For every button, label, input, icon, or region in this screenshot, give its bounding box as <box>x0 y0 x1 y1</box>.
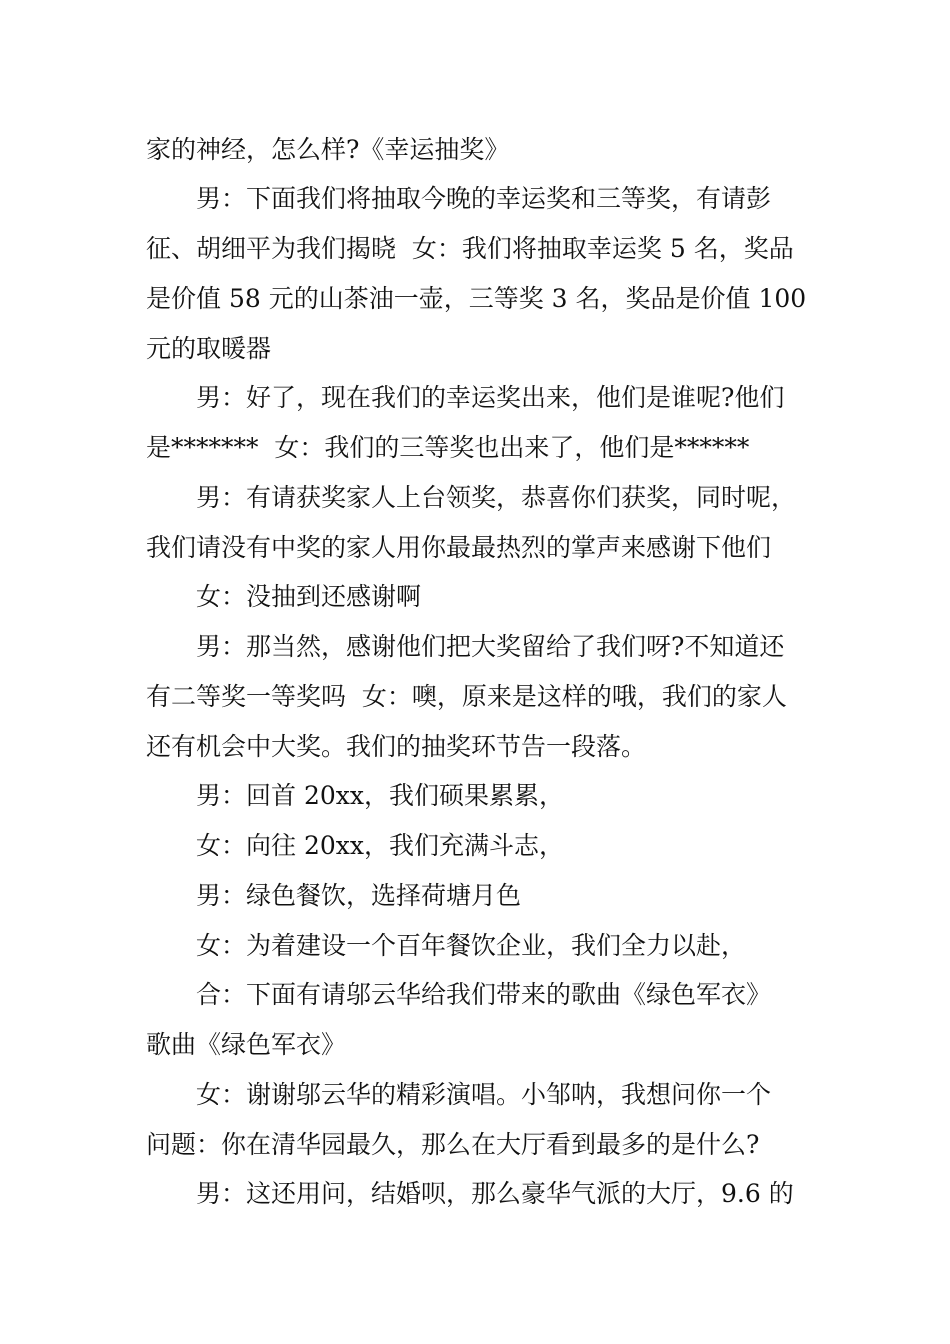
text-line: 男：好了，现在我们的幸运奖出来，他们是谁呢?他们 <box>146 383 785 412</box>
text-line: 还有机会中大奖。我们的抽奖环节告一段落。 <box>146 732 647 761</box>
text-line: 是******* 女：我们的三等奖也出来了，他们是****** <box>146 433 750 462</box>
text-line: 问题：你在清华园最久，那么在大厅看到最多的是什么? <box>146 1130 760 1159</box>
text-line: 女：向往 20xx，我们充满斗志， <box>146 831 564 860</box>
text-line: 我们请没有中奖的家人用你最最热烈的掌声来感谢下他们 <box>146 533 772 562</box>
text-line: 男：那当然，感谢他们把大奖留给了我们呀?不知道还 <box>146 632 785 661</box>
text-line: 有二等奖一等奖吗 女：噢，原来是这样的哦，我们的家人 <box>146 682 787 711</box>
text-line: 男：绿色餐饮，选择荷塘月色 <box>146 881 522 910</box>
text-line: 是价值 58 元的山茶油一壶，三等奖 3 名，奖品是价值 100 <box>146 284 807 313</box>
text-line: 女：没抽到还感谢啊 <box>146 582 422 611</box>
text-line: 歌曲《绿色军衣》 <box>146 1030 347 1059</box>
text-line: 男：回首 20xx，我们硕果累累， <box>146 781 564 810</box>
text-line: 男：这还用问，结婚呗，那么豪华气派的大厅，9.6 的 <box>146 1179 794 1208</box>
text-line: 男：有请获奖家人上台领奖，恭喜你们获奖，同时呢， <box>146 483 797 512</box>
text-line: 合：下面有请邬云华给我们带来的歌曲《绿色军衣》 <box>146 980 772 1009</box>
text-line: 女：谢谢邬云华的精彩演唱。小邹呐，我想问你一个 <box>146 1080 772 1109</box>
text-line: 元的取暖器 <box>146 334 272 363</box>
text-line: 征、胡细平为我们揭晓 女：我们将抽取幸运奖 5 名，奖品 <box>146 234 794 263</box>
text-line: 女：为着建设一个百年餐饮企业，我们全力以赴， <box>146 931 747 960</box>
text-line: 男：下面我们将抽取今晚的幸运奖和三等奖，有请彭 <box>146 184 772 213</box>
text-line: 家的神经，怎么样?《幸运抽奖》 <box>146 135 510 164</box>
